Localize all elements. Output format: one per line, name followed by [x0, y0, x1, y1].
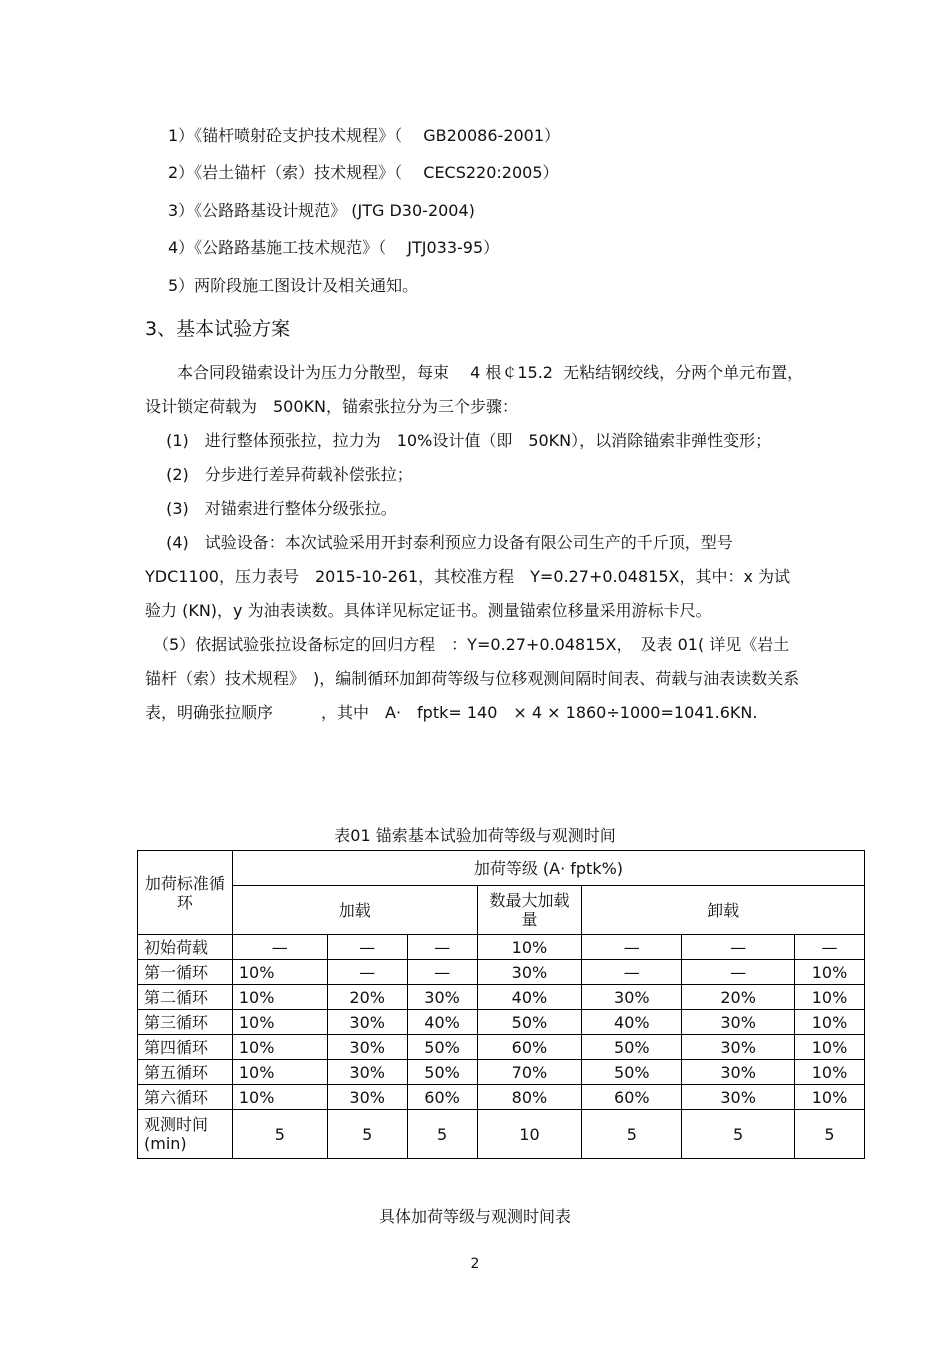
table-cell: 10%	[795, 960, 865, 985]
row-label: 第五循环	[138, 1060, 233, 1085]
table-cell: 20%	[327, 985, 407, 1010]
paragraph-step-2: (2) 分步进行差异荷载补偿张拉；	[145, 465, 413, 484]
table-cell: 80%	[477, 1085, 582, 1110]
table-cell: —	[407, 935, 477, 960]
table-row	[138, 1085, 865, 1110]
table-cell: 5	[232, 1110, 327, 1159]
table-cell: 40%	[407, 1010, 477, 1035]
table-cell: 10%	[232, 1010, 327, 1035]
row-label: 第四循环	[138, 1035, 233, 1060]
row-label: 第六循环	[138, 1085, 233, 1110]
header-max-load: 数最大加载量	[477, 886, 582, 935]
table-cell: 30%	[682, 1060, 795, 1085]
reference-2: 2）《岩土锚杆（索）技术规程》（ CECS220:2005）	[168, 163, 559, 182]
table-cell: 10%	[232, 985, 327, 1010]
table-cell: 30%	[582, 985, 682, 1010]
table-cell: —	[327, 935, 407, 960]
reference-5: 5）两阶段施工图设计及相关通知。	[168, 276, 419, 295]
table-cell: 10%	[795, 1035, 865, 1060]
paragraph-intro: 本合同段锚索设计为压力分散型，每束 4 根￠15.2 无粘结钢绞线，分两个单元布置，设计锁定荷载为 500KN，锚索张拉分为三个步骤：	[145, 363, 804, 416]
header-row-2	[138, 886, 865, 935]
table-cell: 30%	[327, 1060, 407, 1085]
table-cell: 10%	[795, 985, 865, 1010]
table-cell: 50%	[407, 1035, 477, 1060]
header-row-label: 加荷标准循环	[138, 851, 233, 935]
table-cell: —	[582, 935, 682, 960]
row-label: 观测时间 (min)	[138, 1110, 233, 1159]
row-label: 第三循环	[138, 1010, 233, 1035]
table-cell: —	[682, 960, 795, 985]
page-number: 2	[470, 1256, 480, 1272]
table-cell: 30%	[407, 985, 477, 1010]
table-cell: 5	[407, 1110, 477, 1159]
table-cell: —	[232, 935, 327, 960]
table-cell: 10%	[232, 1035, 327, 1060]
reference-1: 1）《锚杆喷射砼支护技术规程》（ GB20086-2001）	[168, 126, 561, 145]
paragraph-equipment: (4) 试验设备：本次试验采用开封泰利预应力设备有限公司生产的千斤顶，型号 YDC1100，压力表号 2015-10-261，其校准方程 Y=0.27+0.04815X，其中：x 为试验力 (KN)，y 为油表读数。具体详见标定证书。测量锚索位移量采用游标卡尺。	[145, 533, 791, 620]
table-cell: 50%	[582, 1035, 682, 1060]
table-cell: —	[582, 960, 682, 985]
table-cell: 10%	[795, 1085, 865, 1110]
header-row-1	[138, 851, 865, 886]
table-caption: 表01 锚索基本试验加荷等级与观测时间	[334, 826, 616, 845]
table-cell: 60%	[407, 1085, 477, 1110]
table-row	[138, 960, 865, 985]
table-cell: 5	[682, 1110, 795, 1159]
header-unload: 卸载	[582, 886, 865, 935]
table-row	[138, 985, 865, 1010]
section-heading: 3、基本试验方案	[145, 318, 291, 340]
row-label: 第二循环	[138, 985, 233, 1010]
table-cell: 50%	[477, 1010, 582, 1035]
body-text	[145, 356, 805, 730]
table-cell: 10%	[232, 960, 327, 985]
header-group: 加荷等级 (A· fptk%)	[232, 851, 864, 886]
table-cell: —	[795, 935, 865, 960]
table-cell: 20%	[682, 985, 795, 1010]
table-cell: 70%	[477, 1060, 582, 1085]
table-cell: 30%	[327, 1085, 407, 1110]
table-cell: —	[327, 960, 407, 985]
row-label: 第一循环	[138, 960, 233, 985]
table-cell: —	[682, 935, 795, 960]
table-cell: 10%	[232, 1060, 327, 1085]
paragraph-step-1: (1) 进行整体预张拉，拉力为 10%设计值（即 50KN），以消除锚索非弹性变形；	[145, 431, 772, 450]
reference-4: 4）《公路路基施工技术规范》（ JTJ033-95）	[168, 238, 500, 257]
paragraph-regression: （5）依据试验张拉设备标定的回归方程 ：Y=0.27+0.04815X， 及表 01( 详见《岩土锚杆（索）技术规程》 )，编制循环加卸荷等级与位移观测间隔时间表、荷载与油表读数关系表，明确张拉顺序 ，其中 A· fptk= 140 × 4 × 1860÷1000=1041.6KN.	[145, 635, 800, 722]
table-cell: 30%	[327, 1035, 407, 1060]
table-row	[138, 935, 865, 960]
table-cell: 30%	[682, 1010, 795, 1035]
table-cell: 5	[582, 1110, 682, 1159]
table-cell: —	[407, 960, 477, 985]
table-cell: 60%	[477, 1035, 582, 1060]
table-cell: 10%	[795, 1060, 865, 1085]
table-row-observation-time	[138, 1110, 865, 1159]
table-cell: 50%	[407, 1060, 477, 1085]
table-row	[138, 1035, 865, 1060]
table-cell: 50%	[582, 1060, 682, 1085]
table-cell: 30%	[477, 960, 582, 985]
table-cell: 30%	[682, 1035, 795, 1060]
table-cell: 10%	[232, 1085, 327, 1110]
table-cell: 5	[795, 1110, 865, 1159]
table-row	[138, 1060, 865, 1085]
paragraph-step-3: (3) 对锚索进行整体分级张拉。	[145, 499, 397, 518]
table-cell: 10%	[477, 935, 582, 960]
table-cell: 30%	[682, 1085, 795, 1110]
table-cell: 5	[327, 1110, 407, 1159]
table-footer-note: 具体加荷等级与观测时间表	[378, 1207, 571, 1226]
table-row	[138, 1010, 865, 1035]
row-label: 初始荷载	[138, 935, 233, 960]
table-cell: 10	[477, 1110, 582, 1159]
reference-3: 3）《公路路基设计规范》 (JTG D30-2004)	[168, 201, 475, 220]
table-cell: 60%	[582, 1085, 682, 1110]
table-cell: 30%	[327, 1010, 407, 1035]
header-load: 加载	[232, 886, 477, 935]
table-cell: 40%	[582, 1010, 682, 1035]
table-cell: 10%	[795, 1010, 865, 1035]
load-level-table	[137, 850, 865, 1159]
table-cell: 40%	[477, 985, 582, 1010]
